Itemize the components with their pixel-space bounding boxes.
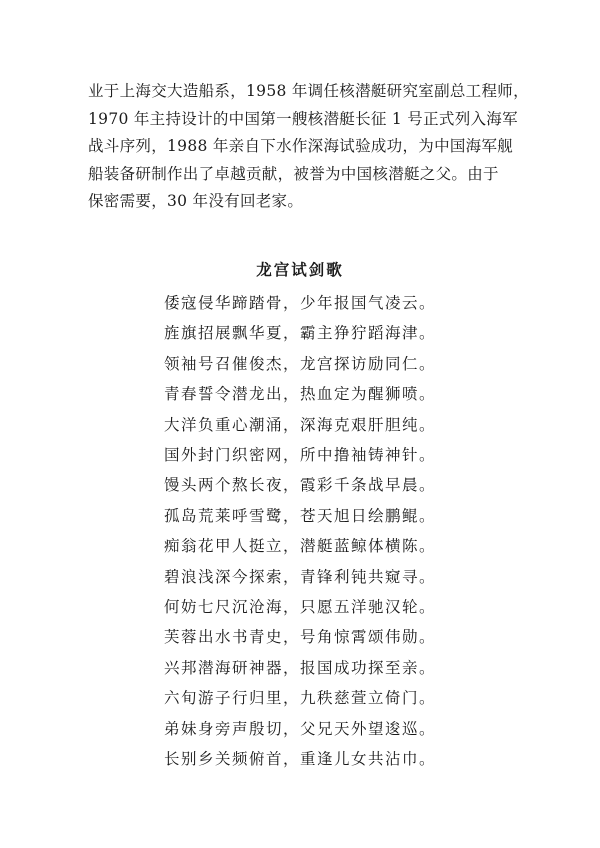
poem-body [0, 288, 600, 775]
poem-line: 青春誓令潜龙出，热血定为醒狮喷。 [163, 385, 436, 404]
paragraph-line: 1970 年主持设计的中国第一艘核潜艇长征 1 号正式列入海军 [88, 109, 518, 128]
poem-line: 旌旗招展飘华夏，霸主狰狞蹈海津。 [163, 324, 436, 343]
paragraph-line: 战斗序列，1988 年亲自下水作深海试验成功，为中国海军舰 [88, 137, 514, 155]
paragraph-line: 船装备研制作出了卓越贡献，被誉为中国核潜艇之父。由于 [88, 164, 499, 183]
poem-line: 领袖号召催俊杰，龙宫探访励同仁。 [163, 354, 436, 373]
paragraph-line: 保密需要，30 年没有回老家。 [88, 192, 304, 210]
poem-line: 痴翁花甲人挺立，潜艇蓝鲸体横陈。 [163, 537, 436, 556]
poem-line: 六旬游子行归里，九秩慈萱立倚门。 [163, 689, 436, 708]
poem-line: 大洋负重心潮涌，深海克艰肝胆纯。 [163, 415, 436, 434]
poem-line: 倭寇侵华蹄踏骨，少年报国气凌云。 [163, 294, 436, 312]
poem-line: 芙蓉出水书青史，号角惊霄颂伟勋。 [163, 628, 436, 647]
poem-line: 孤岛荒莱呼雪鹭，苍天旭日绘鹏鲲。 [163, 506, 436, 525]
body-paragraph [88, 78, 528, 216]
poem-line: 碧浪浅深今探索，青锋利钝共窥寻。 [163, 567, 436, 586]
poem-title: 龙宫试剑歌 [256, 260, 344, 279]
poem-line: 国外封门织密网，所中撸袖铸神针。 [163, 446, 436, 465]
poem-line: 长别乡关频俯首，重逢儿女共沾巾。 [163, 750, 436, 769]
poem-line: 弟妹身旁声殷切，父兄天外望逡巡。 [163, 719, 436, 738]
poem-line: 馒头两个熬长夜，霞彩千条战早晨。 [163, 476, 436, 495]
paragraph-line: 业于上海交大造船系，1958 年调任核潜艇研究室副总工程师， [88, 82, 529, 100]
poem-line: 何妨七尺沉沧海，只愿五洋驰汉轮。 [163, 598, 436, 617]
poem-line: 兴邦潜海研神器，报国成功探至亲。 [163, 658, 436, 677]
